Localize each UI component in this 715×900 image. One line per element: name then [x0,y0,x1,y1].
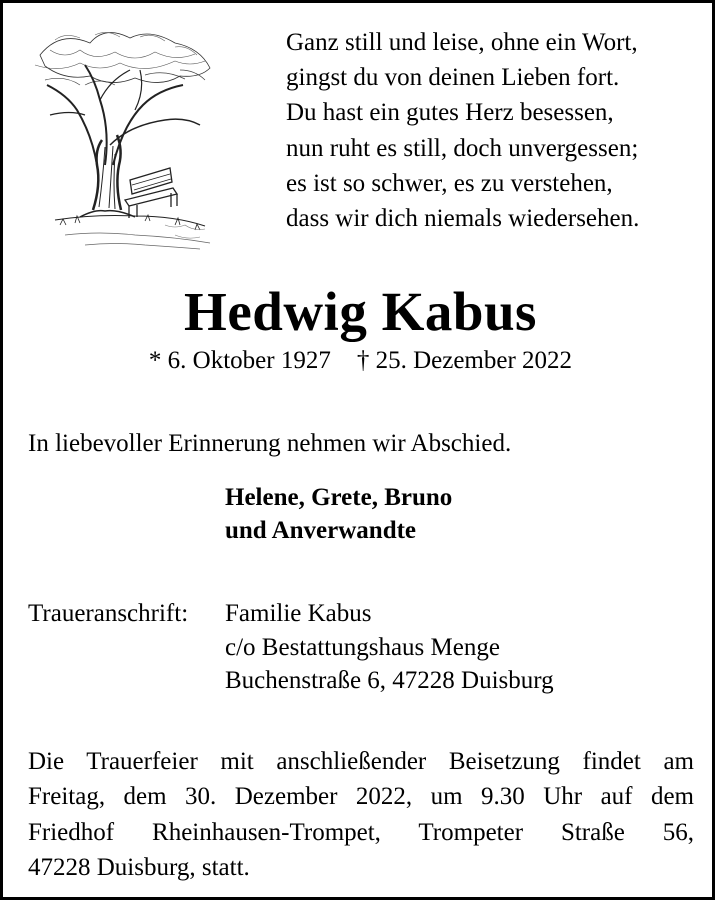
farewell-text: In liebevoller Erinnerung nehmen wir Abschied. [28,430,512,457]
service-line: 47228 Duisburg, statt. [28,853,250,881]
mourning-address [225,597,554,698]
poem-line: gingst du von deinen Lieben fort. [286,64,620,92]
address-line: Familie Kabus [225,600,372,627]
poem-line: Du hast ein gutes Herz besessen, [286,99,614,127]
poem [286,25,706,236]
deceased-name: Hedwig Kabus [184,281,537,342]
mourners-line: und Anverwandte [225,517,417,544]
life-dates [3,343,715,379]
service-line: Freitag, dem 30. Dezember 2022, um 9.30 Uhr auf dem [28,783,694,811]
service-announcement [28,744,694,885]
poem-line: nun ruht es still, doch unvergessen; [286,134,639,162]
mourning-address-label: Traueranschrift: [28,600,189,627]
service-line: Die Trauerfeier mit anschließender Beisetzung findet am [28,748,694,775]
service-line: Friedhof Rheinhausen-Trompet, Trompeter Straße 56, [28,818,694,846]
poem-line: Ganz still und leise, ohne ein Wort, [286,29,638,56]
birth-date: * 6. Oktober 1927 [148,347,331,374]
death-date: † 25. Dezember 2022 [356,347,573,374]
tree-with-bench-icon [25,25,225,250]
mourners-line: Helene, Grete, Bruno [225,484,453,511]
address-line: Buchenstraße 6, 47228 Duisburg [225,667,554,694]
poem-line: es ist so schwer, es zu verstehen, [286,169,613,197]
mourners [225,481,452,547]
address-line: c/o Bestattungshaus Menge [225,633,500,661]
poem-line: dass wir dich niemals wiedersehen. [286,205,640,233]
